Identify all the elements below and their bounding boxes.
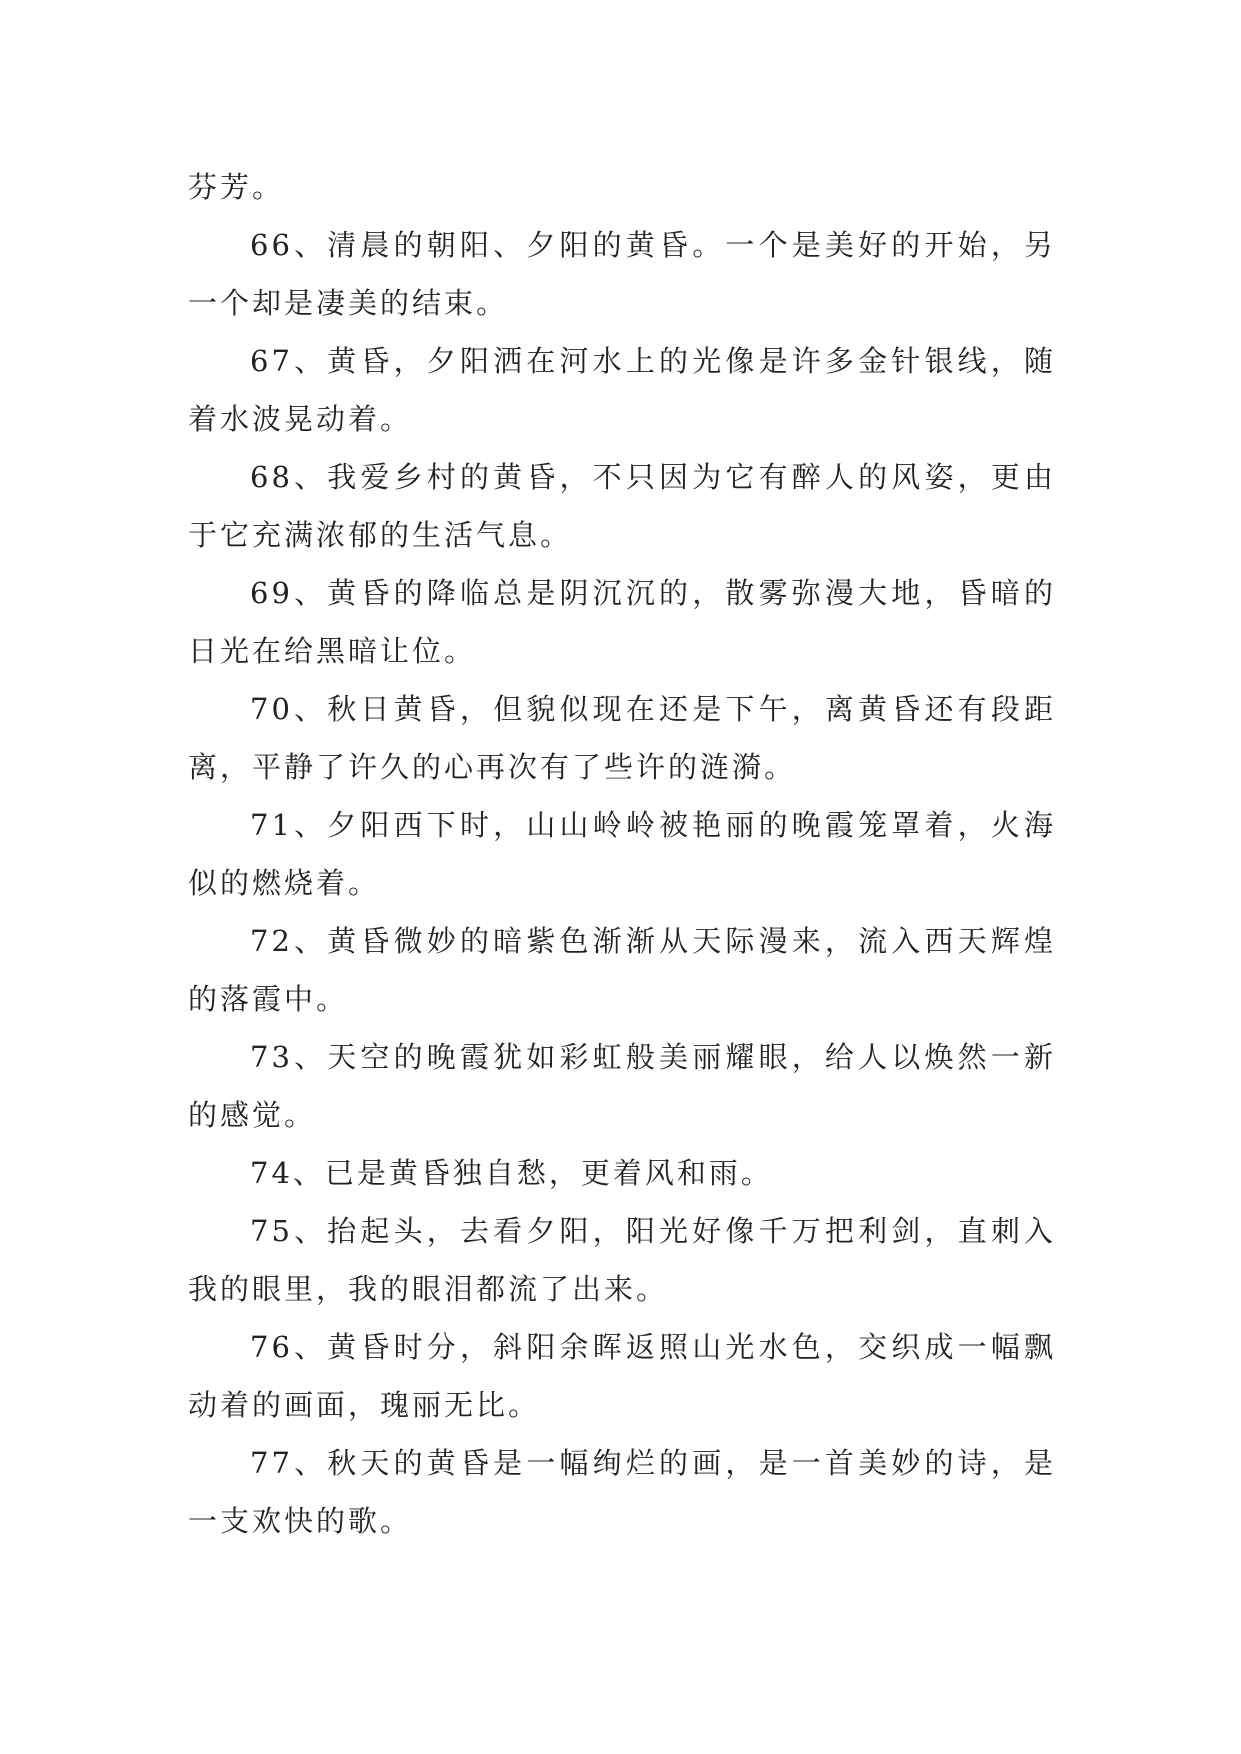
- paragraph-item-74: 74、已是黄昏独自愁，更着风和雨。: [250, 1156, 773, 1190]
- paragraph-item-75: 75、抬起头，去看夕阳，阳光好像千万把利剑，直刺入我的眼里，我的眼泪都流了出来。: [188, 1214, 1056, 1306]
- paragraph-item-77: 77、秋天的黄昏是一幅绚烂的画，是一首美妙的诗，是一支欢快的歌。: [188, 1446, 1056, 1538]
- paragraph-item-72: 72、黄昏微妙的暗紫色渐渐从天际漫来，流入西天辉煌的落霞中。: [188, 924, 1056, 1016]
- paragraph-item-69: 69、黄昏的降临总是阴沉沉的，散雾弥漫大地，昏暗的日光在给黑暗让位。: [188, 576, 1056, 668]
- paragraph-item-68: 68、我爱乡村的黄昏，不只因为它有醉人的风姿，更由于它充满浓郁的生活气息。: [188, 460, 1056, 552]
- paragraph-item-73: 73、天空的晚霞犹如彩虹般美丽耀眼，给人以焕然一新的感觉。: [188, 1040, 1056, 1132]
- paragraph-item-66: 66、清晨的朝阳、夕阳的黄昏。一个是美好的开始，另一个却是凄美的结束。: [188, 228, 1056, 320]
- paragraph-continuation: 芬芳。: [188, 170, 285, 204]
- paragraph-item-76: 76、黄昏时分，斜阳余晖返照山光水色，交织成一幅飘动着的画面，瑰丽无比。: [188, 1330, 1056, 1422]
- paragraph-item-70: 70、秋日黄昏，但貌似现在还是下午，离黄昏还有段距离，平静了许久的心再次有了些许的涟漪。: [188, 692, 1056, 784]
- paragraph-item-71: 71、夕阳西下时，山山岭岭被艳丽的晚霞笼罩着，火海似的燃烧着。: [188, 808, 1056, 900]
- document-page: [188, 158, 1056, 1550]
- paragraph-item-67: 67、黄昏，夕阳洒在河水上的光像是许多金针银线，随着水波晃动着。: [188, 344, 1056, 436]
